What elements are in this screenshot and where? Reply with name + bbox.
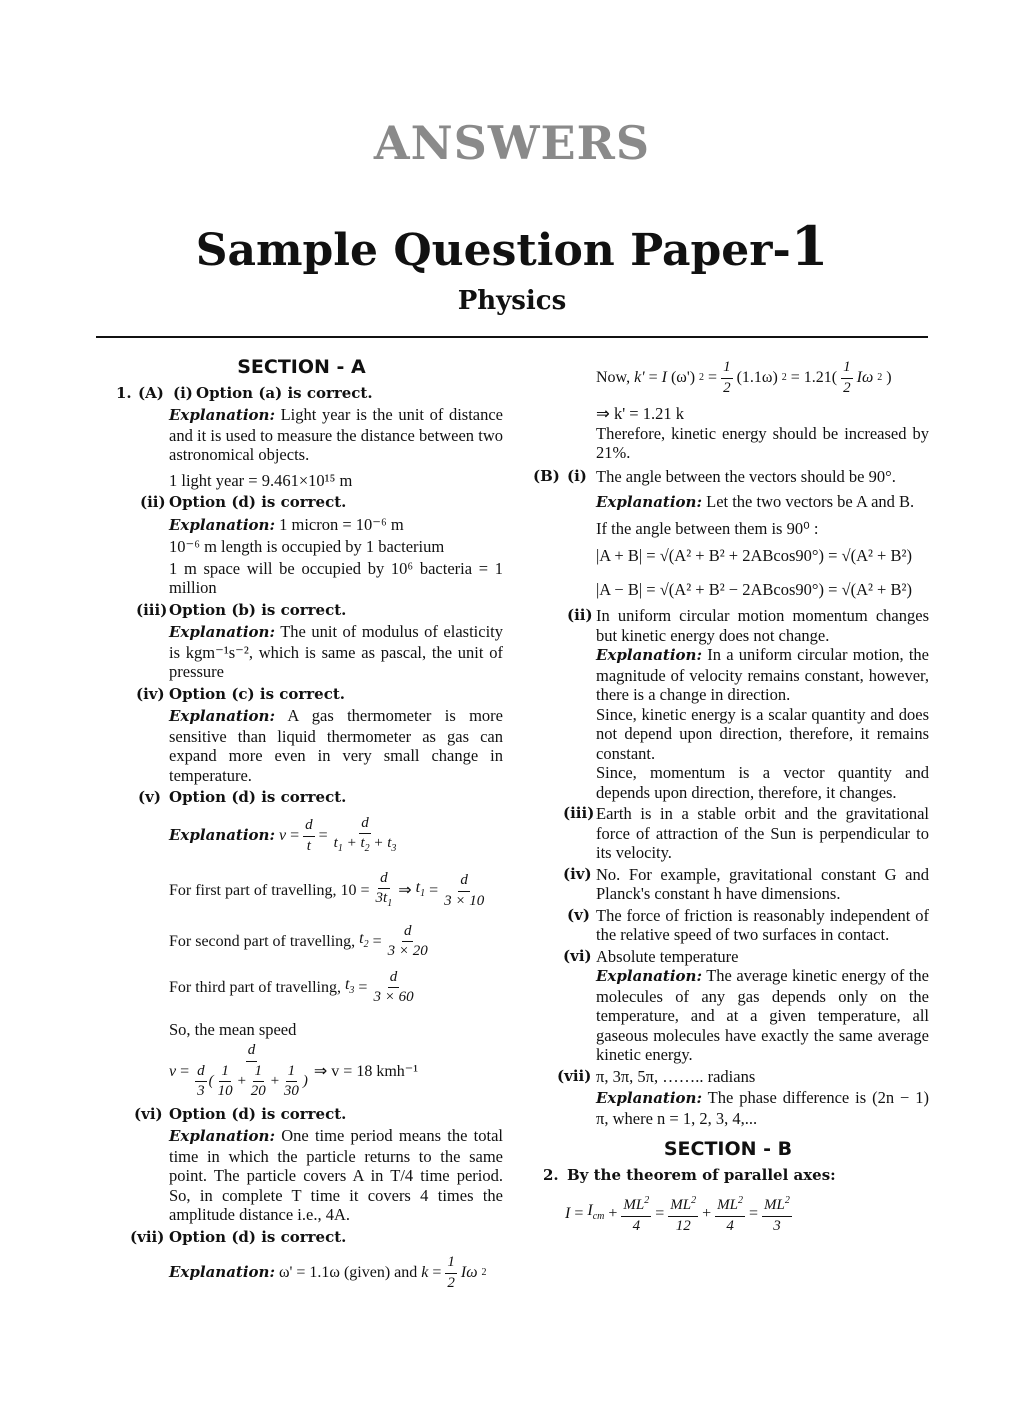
paper-number: 1 [790,214,829,278]
option-text: Option (a) is correct. [196,383,373,402]
vector-difference-formula: |A − B| = √(A² + B² − 2ABcos90°) = √(A² + B²) [596,579,912,599]
right-column: Now, k' = I (ω') 2 = $\frac{1}{2}$ (1.1ω) 2 = 1.21( $\frac{1}{2}$ Iω 2 ) ⇒ k' = 1.21 k Therefore, kinetic energy should be increased by 21%. (B) (i) The angle between the vectors should be 90°. Explanation: Let the two vectors be A and B. If the angle between them is 90⁰ : |A + B| = √(A² + B² + 2ABcos90°) = √(A² + B²) |A − B| = √(A² + B² − 2ABcos90°) = √(A² + B²) (ii) In uniform circular motion momentum changes but kinetic energy does not change. Explanation: In a uniform circular motion, the magnitude of velocity remains constant, however, there is a change in direction. Since, kinetic energy is a scalar quantity and does not depend upon direction, therefore, it remains constant. Since, momentum is a vector quantity and depends upon direction, therefore, it changes. (iii) Earth is in a stable orbit and the gravitational force of attraction of the Sun is perpendicular to its velocity. (iv) No. For example, gravitational constant G and Planck's constant h have dimensions. (v) The force of friction is reasonably independent of the relative speed of two surfaces in contact. (vi) Absolute temperature Explanation: The average kinetic energy of the molecules of any gas depends only on the temperature, and at a given temperature, all gaseous molecules have exactly the same average kinetic energy. (vii) π, 3π, 5π, …….. radians Explanation: The phase difference is (2n − 1) π, where n = 1, 2, 3, 4,... SECTION - B 2. By the theorem of parallel axes: I = $I_{cm}$ + $\frac{ML^2}{4}$ = $\frac{ML^2}{12}$ + $\frac{ML^2}{4}$ = $\frac{ML^2}{3}$ [527,354,929,1236]
answer-B-iv: (iv) No. For example, gravitational constant G and Planck's constant h have dimensions. [563,864,929,903]
answer-2: 2. By the theorem of parallel axes: I = $I_{cm}$ + $\frac{ML^2}{4}$ = $\frac{ML^2}{12}$ + $\frac{ML^2}{4}$ = $\frac{ML^2}{3}$ [527,1166,929,1237]
section-b-heading: SECTION - B [663,1138,793,1160]
answer-B-ii: (ii) In uniform circular motion momentum changes but kinetic energy does not change. Explanation: In a uniform circular motion, the magnitude of velocity remains constant, however, there is a change in direction. Since, kinetic energy is a scalar quantity and does not depend upon direction, therefore, it remains constant. Since, momentum is a vector quantity and depends upon direction, therefore, it changes. [567,606,930,802]
parallel-axes-formula: I = $I_{cm}$ + $\frac{ML^2}{4}$ = $\frac{ML^2}{12}$ + $\frac{ML^2}{4}$ = $\frac{ML^2}{3}$ [565,1191,929,1236]
main-title: ANSWERS [373,116,651,170]
answer-B-iii: (iii) Earth is in a stable orbit and the gravitational force of attraction of the Sun is perpendicular to its velocity. [563,804,929,862]
paper-title: Sample Question Paper-1 [195,214,829,278]
speed-formula: Explanation: v = $\frac{d}{t}$ = $\frac{d}{t_1 + t_2 + t_3}$ [169,814,397,854]
answer-B-vii: (vii) π, 3π, 5π, …….. radians Explanation: The phase difference is (2n − 1) π, where n = 1, 2, 3, 4,... [557,1066,930,1128]
answer-B-i: (B) (i) The angle between the vectors should be 90°. Explanation: Let the two vectors be A and B. If the angle between them is 90⁰ : |A + B| = √(A² + B² + 2ABcos90°) = √(A² + B²) |A − B| = √(A² + B² − 2ABcos90°) = √(A² + B²) [527,467,929,600]
answer-i: 1. (A) (i) Option (a) is correct. Explanation: Light year is the unit of distance and it is used to measure the distance between two astronomical objects. 1 light year = 9.461×10¹⁵ m [116,383,503,490]
answer-vii: (vii) Option (d) is correct. Explanation: ω' = 1.1ω (given) and k = $\frac{1}{2}$ Iω 2 [100,1228,503,1294]
answer-ii: (ii) Option (d) is correct. Explanation: 1 micron = 10⁻⁶ m 10⁻⁶ m length is occupied by 1 bacterium 1 m space will be occupied by 10⁶ bacteria = 1 million [140,493,503,597]
light-year-formula: 1 light year = 9.461×10¹⁵ m [169,470,353,490]
answer-v: (v) Option (d) is correct. Explanation: v = $\frac{d}{t}$ = $\frac{d}{t_1 + t_2 + t_3}$ For first part of travelling, 10 = $\frac{d}{3t_1}$ ⇒ $t_1$ = $\frac{d}{3 \times 10}$ For second part of travelling, $t_2$ = $\frac{d}{3 \times 20}$ For third part of travelling, $t_3$ = $\frac{d}{3 \times 60}$ So, the mean speed v = d $\frac{d}{3}$ ( $\frac{1}{10}$ + $\frac{1}{20}$ + $\frac{1}{30}$ ) ⇒ v = 18 kmh⁻¹ [100,788,503,1102]
answer-iv: (iv) Option (c) is correct. Explanation: A gas thermometer is more sensitive than liquid thermometer as gas can expand more even in very small change in temperature. [136,684,503,785]
left-column [100,354,503,1293]
answer-B-vi: (vi) Absolute temperature Explanation: The average kinetic energy of the molecules of any gas depends only on the temperature, and at a given temperature, all gaseous molecules have exactly the same average kinetic energy. [563,946,929,1064]
subject-title: Physics [457,286,567,316]
answer-iii: (iii) Option (b) is correct. Explanation: The unit of modulus of elasticity is kgm⁻¹s⁻², which is same as pascal, the unit of pressure [136,600,503,681]
third-part-formula: For third part of travelling, $t_3$ = $\frac{d}{3 \times 60}$ [169,968,414,1005]
answer-B-v: (v) The force of friction is reasonably independent of the relative speed of two surfaces in contact. [567,905,929,944]
first-part-formula: For first part of travelling, 10 = $\frac{d}{3t_1}$ ⇒ $t_1$ = $\frac{d}{3 \times 10}$ [169,869,485,909]
kinetic-energy-formula: Now, k' = I (ω') 2 = $\frac{1}{2}$ (1.1ω) 2 = 1.21( $\frac{1}{2}$ Iω 2 ) [596,359,892,396]
title-rule [96,336,928,338]
mean-speed-formula: v = d $\frac{d}{3}$ ( $\frac{1}{10}$ + $\frac{1}{20}$ + $\frac{1}{30}$ ) ⇒ v = 18 kmh⁻¹ [169,1042,419,1099]
omega-formula: Explanation: ω' = 1.1ω (given) and k = $\frac{1}{2}$ Iω 2 [169,1254,487,1291]
vector-sum-formula: |A + B| = √(A² + B² + 2ABcos90°) = √(A² + B²) [596,546,912,565]
second-part-formula: For second part of travelling, $t_2$ = $\frac{d}{3 \times 20}$ [169,922,428,959]
section-a-heading: SECTION - A [237,356,366,378]
answer-vi: (vi) Option (d) is correct. Explanation: One time period means the total time in which the particle returns to the same point. The particle covers A in T/4 time period. So, in complete T time it covers 4 times the amplitude distance i.e., 4A. [134,1104,503,1224]
